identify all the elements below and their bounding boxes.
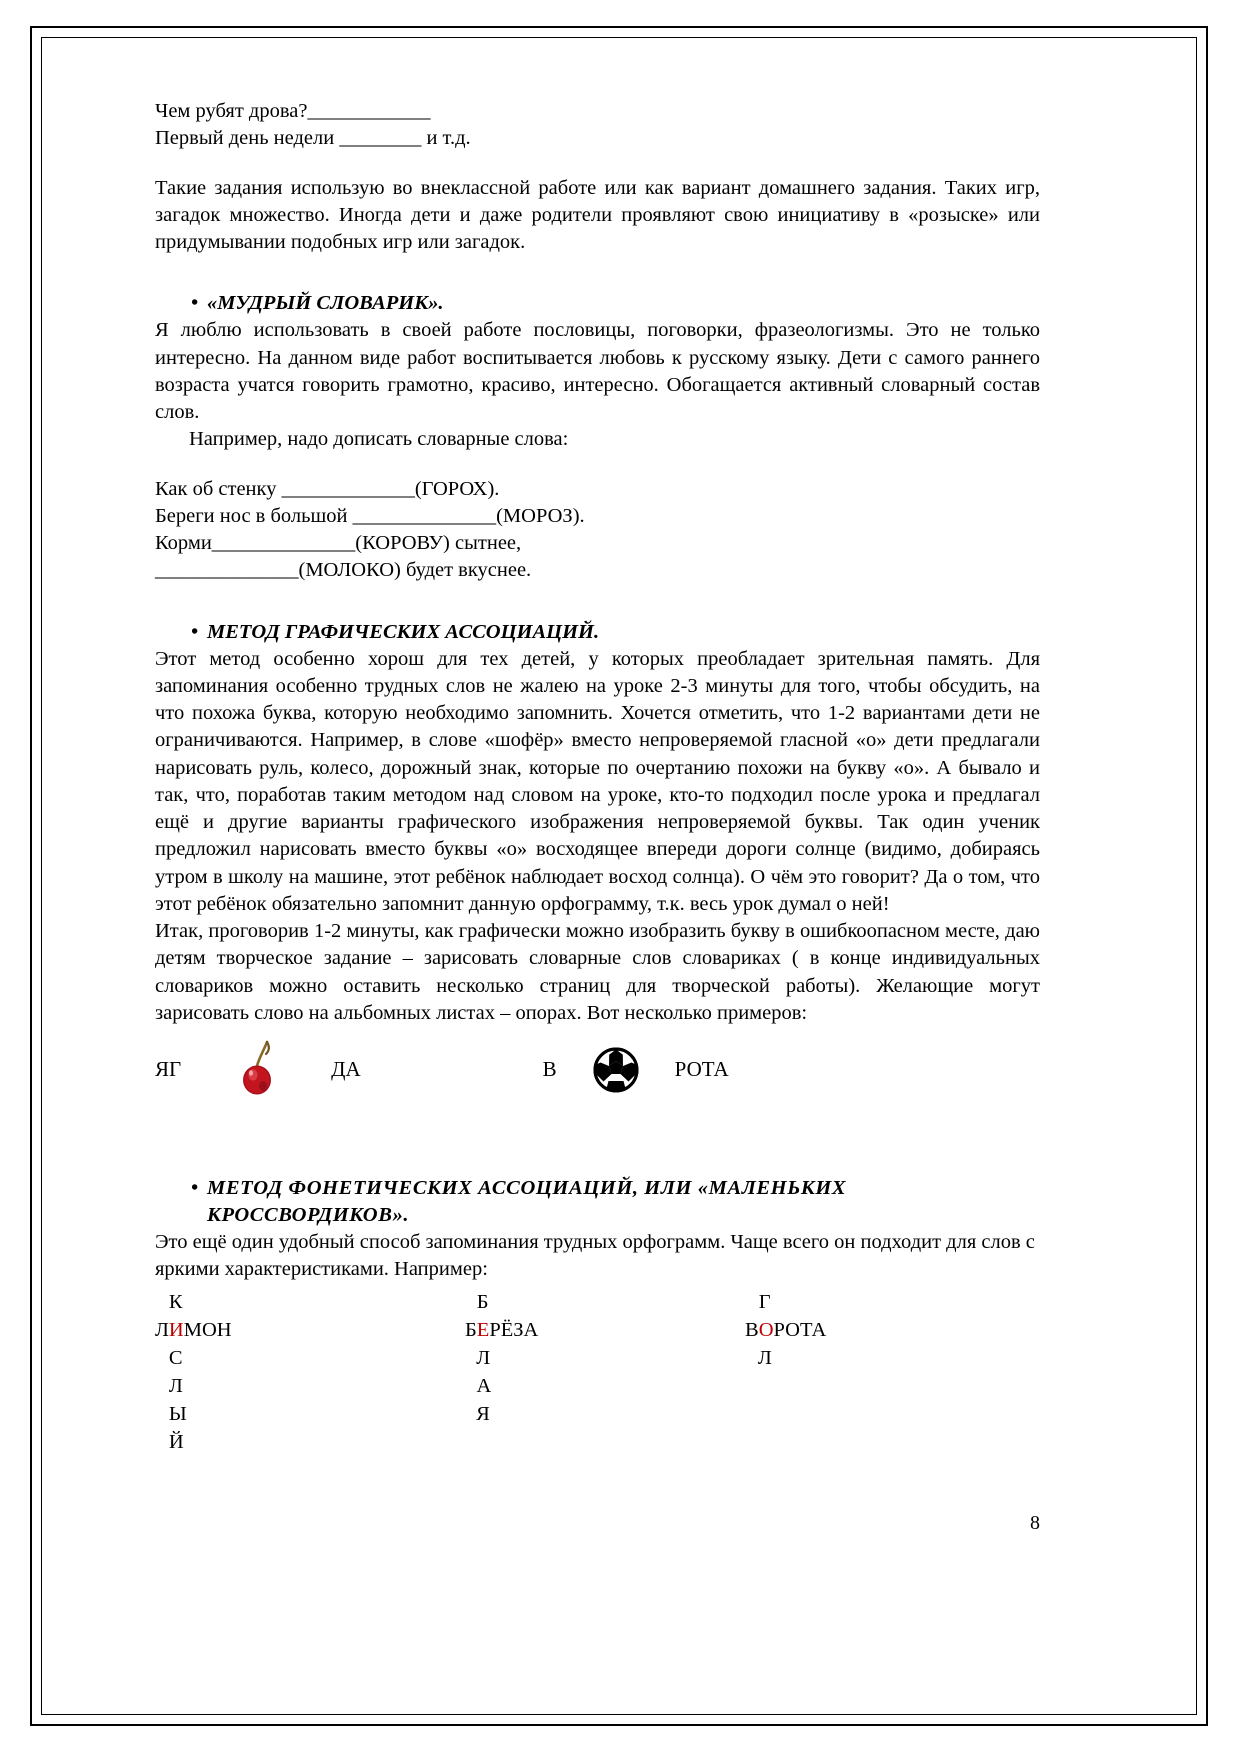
page-number: 8 xyxy=(1030,1512,1040,1534)
crossword-letter: Г xyxy=(758,1290,771,1313)
crossword-letter: С xyxy=(168,1346,183,1369)
riddle-line-1: Чем рубят дрова?____________ xyxy=(155,100,431,122)
section-heading-line-2: КРОССВОРДИКОВ». xyxy=(207,1204,410,1227)
section-3-body: Это ещё один удобный способ запоминания трудных орфограмм. Чаще всего он подходит для слов с яркими характеристиками. Например: xyxy=(155,1231,1035,1281)
picture-word-suffix: ДА xyxy=(331,1057,361,1082)
crossword-letter: Б xyxy=(476,1290,489,1313)
spacer xyxy=(155,454,1040,476)
section-heading-label: МЕТОД ГРАФИЧЕСКИХ АССОЦИАЦИЙ. xyxy=(207,620,600,643)
picture-word-row xyxy=(155,1035,1040,1105)
crossword-letter: Я xyxy=(476,1403,490,1425)
section-heading-label xyxy=(207,1175,1040,1229)
crossword-columns xyxy=(155,1288,1040,1456)
crossword-letter: Л xyxy=(757,1346,772,1369)
crossword-cross-letter: И xyxy=(168,1318,184,1341)
crossword-vorota xyxy=(745,1288,1040,1456)
bullet-icon: • xyxy=(191,292,199,315)
crossword-letter: А xyxy=(476,1374,492,1397)
crossword-row-below xyxy=(745,1344,1040,1372)
crossword-word-suffix: РОТА xyxy=(773,1318,827,1341)
crossword-letter: Й xyxy=(168,1431,184,1454)
section-2-paragraph-2: Итак, проговорив 1-2 минуты, как графически можно изобразить букву в ошибкоопасном месте, даю детям творческое задание – зарисовать словарные слов словариках ( в конце индивидуальных словариков можно оставить несколько страниц для творческой работы). Желающие могут зарисовать слово на альбомных листах – опорах. Вот несколько примеров: xyxy=(155,920,1040,1024)
section-1-example-intro: Например, надо дописать словарные слова: xyxy=(189,428,569,451)
section-heading-graphic-associations xyxy=(155,619,1040,646)
crossword-row-below xyxy=(155,1428,465,1456)
crossword-row-below xyxy=(155,1372,465,1400)
spacer xyxy=(155,1153,1040,1175)
section-heading-phonetic-associations xyxy=(155,1175,1040,1229)
crossword-letter: Л xyxy=(476,1346,491,1369)
crossword-row-above xyxy=(155,1288,465,1316)
crossword-row-below xyxy=(155,1400,465,1428)
fill-in-block xyxy=(155,476,1040,585)
crossword-letter: Ы xyxy=(168,1403,187,1425)
picture-word-suffix: РОТА xyxy=(674,1057,729,1082)
section-heading-line-1: МЕТОД ФОНЕТИЧЕСКИХ АССОЦИАЦИЙ, ИЛИ «МАЛЕНЬКИХ xyxy=(207,1177,847,1200)
crossword-cross-letter: Е xyxy=(476,1318,490,1341)
picture-word-prefix: В xyxy=(542,1057,557,1082)
crossword-word-prefix: Б xyxy=(465,1318,477,1341)
section-heading-mudry-slovarik xyxy=(155,290,1040,317)
crossword-row-above xyxy=(745,1288,1040,1316)
spacer xyxy=(155,153,1040,175)
crossword-letter: К xyxy=(168,1290,183,1313)
crossword-row-below xyxy=(465,1344,745,1372)
crossword-row-below xyxy=(465,1400,745,1428)
crossword-word-prefix: Л xyxy=(155,1318,169,1341)
section-1-body: Я люблю использовать в своей работе пословицы, поговорки, фразеологизмы. Это не только интересно. На данном виде работ воспитывается любовь к русскому языку. Дети с самого раннего возраста учатся говорить грамотно, красиво, интересно. Обогащается активный словарный состав слов. xyxy=(155,319,1040,424)
crossword-letter: Л xyxy=(168,1374,183,1397)
fill-line-4: ______________(МОЛОКО) будет вкуснее. xyxy=(155,559,532,582)
picture-word-prefix: ЯГ xyxy=(155,1057,182,1082)
spacer xyxy=(155,585,1040,619)
intro-paragraph: Такие задания использую во внеклассной работе или как вариант домашнего задания. Таких игр, загадок множество. Иногда дети и даже родители проявляют свою инициативу в «розыске» или придумывании подобных игр или загадок. xyxy=(155,176,1040,253)
crossword-limon xyxy=(155,1288,465,1456)
spacer xyxy=(155,1105,1040,1153)
spacer xyxy=(155,256,1040,290)
crossword-word-suffix: МОН xyxy=(183,1318,232,1341)
section-2-paragraph-1: Этот метод особенно хорош для тех детей, у которых преобладает зрительная память. Для запоминания особенно трудных слов не жалею на уроке 2-3 минуты для того, чтобы обсудить, на что похожа буква, которую необходимо запомнить. Хочется отметить, что 1-2 вариантами дети не ограничиваются. Например, в слове «шофёр» вместо непроверяемой гласной «о» дети предлагали нарисовать руль, колесо, дорожный знак, которые по очертанию похожи на букву «о». А бывало и так, что, поработав таким методом над словом на уроке, кто-то подходил после урока и предлагал ещё и другие варианты графического изображения непроверяемой буквы. Так один ученик предложил нарисовать вместо буквы «о» восходящее впереди дороги солнце (видимо, добираясь утром в школу на машине, этот ребёнок наблюдает восход солнца). О чём это говорит? Да о том, что этот ребёнок обязательно запомнит данную орфограмму, т.к. весь урок думал о ней! xyxy=(155,647,1040,915)
crossword-cross-letter: О xyxy=(758,1318,774,1341)
crossword-word-suffix: РЁЗА xyxy=(489,1318,539,1341)
picture-word-vorota xyxy=(543,1047,729,1093)
document-content xyxy=(155,98,1040,1534)
soccer-ball-icon xyxy=(593,1047,639,1093)
crossword-word-prefix: В xyxy=(745,1318,759,1341)
fill-line-2: Береги нос в большой ______________(МОРОЗ). xyxy=(155,504,585,527)
fill-line-1: Как об стенку _____________(ГОРОХ). xyxy=(155,477,500,500)
section-heading-label: «МУДРЫЙ СЛОВАРИК». xyxy=(207,292,444,315)
crossword-row-horizontal xyxy=(745,1316,1040,1344)
bullet-icon: • xyxy=(191,620,199,643)
crossword-row-below xyxy=(155,1344,465,1372)
crossword-row-below xyxy=(465,1372,745,1400)
crossword-bereza xyxy=(465,1288,745,1456)
riddle-line-2: Первый день недели ________ и т.д. xyxy=(155,127,471,150)
crossword-row-horizontal xyxy=(465,1316,745,1344)
crossword-group xyxy=(155,1288,1040,1456)
cherry-icon xyxy=(237,1038,281,1102)
fill-line-3: Корми______________(КОРОВУ) сытнее, xyxy=(155,532,522,555)
picture-word-yagoda xyxy=(155,1038,361,1102)
crossword-row-horizontal xyxy=(155,1316,465,1344)
bullet-icon: • xyxy=(191,1177,199,1200)
crossword-row-above xyxy=(465,1288,745,1316)
